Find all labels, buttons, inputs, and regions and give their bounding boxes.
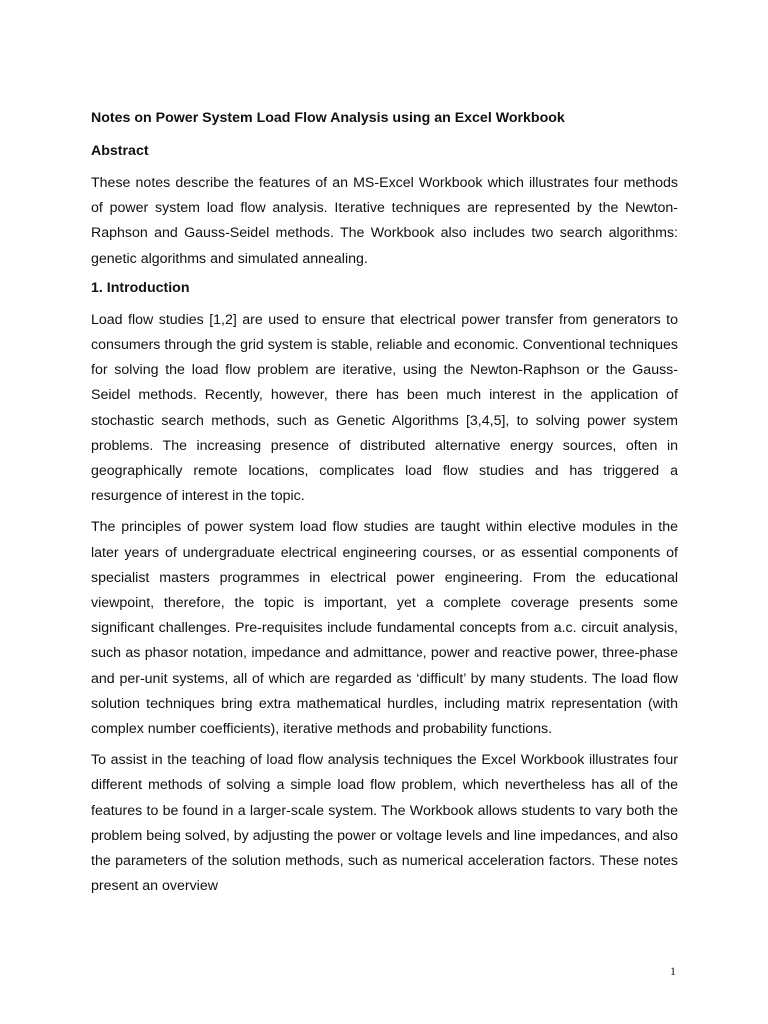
page-number: 1 (670, 964, 676, 978)
document-title: Notes on Power System Load Flow Analysis using an Excel Workbook (91, 110, 565, 126)
page-body (91, 108, 678, 905)
introduction-paragraph: To assist in the teaching of load flow analysis techniques the Excel Workbook illustrates four different methods of solving a simple load flow problem, which nevertheless has all of the features to be found in a larger-scale system. The Workbook allows students to vary both the problem being solved, by adjusting the power or voltage levels and line impedances, and also the parameters of the solution methods, such as numerical acceleration factors. These notes present an overview (91, 752, 678, 895)
introduction-paragraph: The principles of power system load flow studies are taught within elective modules in the later years of undergraduate electrical engineering courses, or as essential components of specialist masters programmes in electrical power engineering. From the educational viewpoint, therefore, the topic is important, yet a complete coverage presents some significant challenges. Pre-requisites include fundamental concepts from a.c. circuit analysis, such as phasor notation, impedance and admittance, power and reactive power, three-phase and per-unit systems, all of which are regarded as ‘difficult’ by many students. The load flow solution techniques bring extra mathematical hurdles, including matrix representation (with complex number coefficients), iterative methods and probability functions. (91, 519, 678, 738)
abstract-heading: Abstract (91, 143, 149, 159)
abstract-paragraph: These notes describe the features of an MS-Excel Workbook which illustrates four methods of power system load flow analysis. Iterative techniques are represented by the Newton-Raphson and Gauss-Seidel methods. The Workbook also includes two search algorithms: genetic algorithms and simulated annealing. (91, 175, 678, 267)
introduction-paragraph: Load flow studies [1,2] are used to ensure that electrical power transfer from generators to consumers through the grid system is stable, reliable and economic. Conventional techniques for solving the load flow problem are iterative, using the Newton-Raphson or the Gauss-Seidel methods. Recently, however, there has been much interest in the application of stochastic search methods, such as Genetic Algorithms [3,4,5], to solving power system problems. The increasing presence of distributed alternative energy sources, often in geographically remote locations, complicates load flow studies and has triggered a resurgence of interest in the topic. (91, 311, 678, 505)
introduction-heading: 1. Introduction (91, 279, 190, 296)
